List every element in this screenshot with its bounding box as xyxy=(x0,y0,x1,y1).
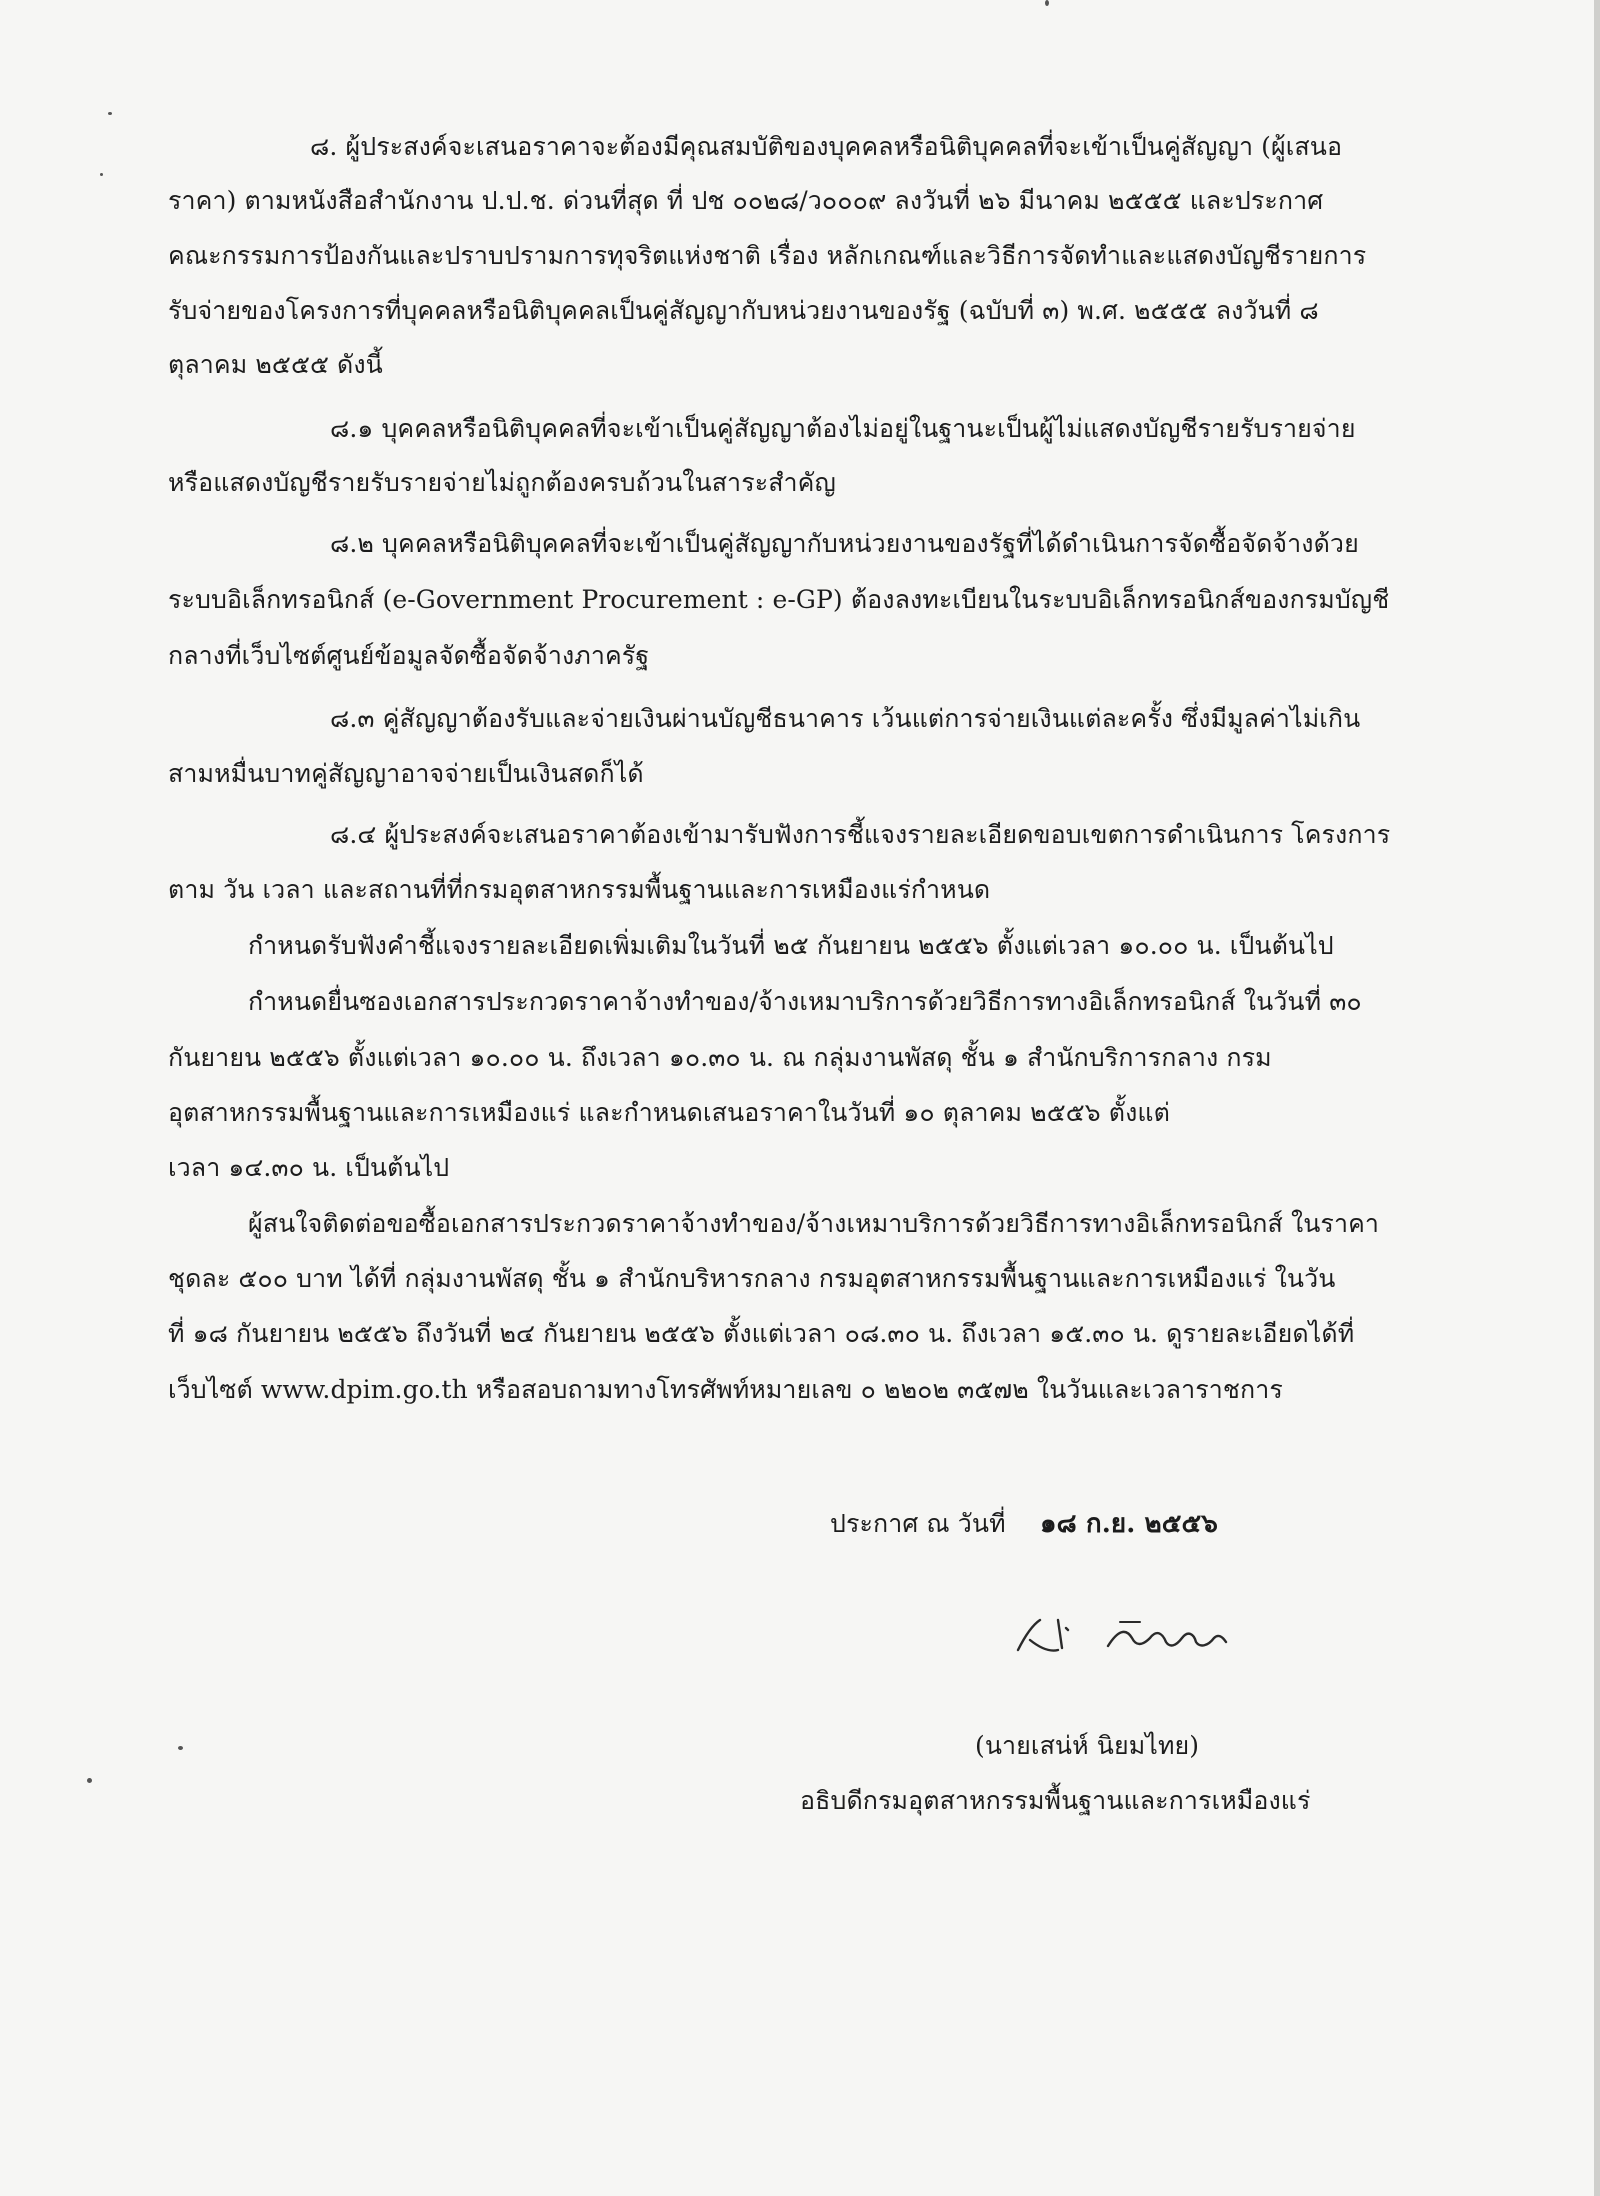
page-edge xyxy=(1594,0,1600,2196)
submission-line-1: กำหนดยื่นซองเอกสารประกวดราคาจ้างทำของ/จ้างเหมาบริการด้วยวิธีการทางอิเล็กทรอนิกส์ ในวันที่ ๓๐ xyxy=(248,987,1362,1016)
clause-8-1-line-2: หรือแสดงบัญชีรายรับรายจ่ายไม่ถูกต้องครบถ้วนในสาระสำคัญ xyxy=(168,468,836,497)
clause-8-line-1: ๘. ผู้ประสงค์จะเสนอราคาจะต้องมีคุณสมบัติของบุคคลหรือนิติบุคคลที่จะเข้าเป็นคู่สัญญา (ผู้เสนอ xyxy=(310,132,1343,161)
clause-8-4-line-2: ตาม วัน เวลา และสถานที่ที่กรมอุตสาหกรรมพื้นฐานและการเหมืองแร่กำหนด xyxy=(168,875,991,904)
scan-speck xyxy=(108,112,112,115)
purchase-line-4: เว็บไซต์ www.dpim.go.th หรือสอบถามทางโทรศัพท์หมายเลข ๐ ๒๒๐๒ ๓๕๗๒ ในวันและเวลาราชการ xyxy=(168,1375,1283,1404)
clause-8-4-line-1: ๘.๔ ผู้ประสงค์จะเสนอราคาต้องเข้ามารับฟังการชี้แจงรายละเอียดขอบเขตการดำเนินการ โครงการ xyxy=(330,820,1391,849)
signatory-position: อธิบดีกรมอุตสาหกรรมพื้นฐานและการเหมืองแร่ xyxy=(800,1786,1311,1815)
submission-line-4: เวลา ๑๔.๓๐ น. เป็นต้นไป xyxy=(168,1153,450,1182)
clause-8-2-line-3: กลางที่เว็บไซต์ศูนย์ข้อมูลจัดซื้อจัดจ้างภาครัฐ xyxy=(168,641,650,670)
clause-8-1-line-1: ๘.๑ บุคคลหรือนิติบุคคลที่จะเข้าเป็นคู่สัญญาต้องไม่อยู่ในฐานะเป็นผู้ไม่แสดงบัญชีรายรับรายจ่าย xyxy=(330,414,1356,443)
signatory-name: (นายเสน่ห์ นิยมไทย) xyxy=(975,1731,1200,1760)
scan-speck xyxy=(87,1778,92,1783)
clause-8-2-line-1: ๘.๒ บุคคลหรือนิติบุคคลที่จะเข้าเป็นคู่สัญญากับหน่วยงานของรัฐที่ได้ดำเนินการจัดซื้อจัดจ้างด้วย xyxy=(330,529,1359,558)
scan-speck xyxy=(100,173,103,176)
clause-8-line-2: ราคา) ตามหนังสือสำนักงาน ป.ป.ช. ด่วนที่สุด ที่ ปช ๐๐๒๘/ว๐๐๐๙ ลงวันที่ ๒๖ มีนาคม ๒๕๕๕ และประกาศ xyxy=(168,186,1324,215)
submission-line-3: อุตสาหกรรมพื้นฐานและการเหมืองแร่ และกำหนดเสนอราคาในวันที่ ๑๐ ตุลาคม ๒๕๕๖ ตั้งแต่ xyxy=(168,1098,1170,1127)
clause-8-3-line-2: สามหมื่นบาทคู่สัญญาอาจจ่ายเป็นเงินสดก็ได้ xyxy=(168,759,644,788)
clause-8-2-line-2: ระบบอิเล็กทรอนิกส์ (e-Government Procurement : e-GP) ต้องลงทะเบียนในระบบอิเล็กทรอนิกส์ของกรมบัญชี xyxy=(168,585,1390,614)
announcement-label: ประกาศ ณ วันที่ xyxy=(830,1509,1006,1538)
submission-line-2: กันยายน ๒๕๕๖ ตั้งแต่เวลา ๑๐.๐๐ น. ถึงเวลา ๑๐.๓๐ น. ณ กลุ่มงานพัสดุ ชั้น ๑ สำนักบริการกลาง กรม xyxy=(168,1043,1272,1072)
purchase-line-3: ที่ ๑๘ กันยายน ๒๕๕๖ ถึงวันที่ ๒๔ กันยายน ๒๕๕๖ ตั้งแต่เวลา ๐๘.๓๐ น. ถึงเวลา ๑๕.๓๐ น. ดูรายละเอียดได้ที่ xyxy=(168,1319,1355,1348)
scan-speck xyxy=(178,1746,183,1750)
clause-8-line-4: รับจ่ายของโครงการที่บุคคลหรือนิติบุคคลเป็นคู่สัญญากับหน่วยงานของรัฐ (ฉบับที่ ๓) พ.ศ. ๒๕๕๕ ลงวันที่ ๘ xyxy=(168,296,1319,325)
scan-speck xyxy=(1045,0,1049,6)
signature-image xyxy=(1000,1600,1250,1670)
clause-8-line-3: คณะกรรมการป้องกันและปราบปรามการทุจริตแห่งชาติ เรื่อง หลักเกณฑ์และวิธีการจัดทำและแสดงบัญชีรายการ xyxy=(168,241,1367,270)
clause-8-line-5: ตุลาคม ๒๕๕๕ ดังนี้ xyxy=(168,350,383,379)
purchase-line-2: ชุดละ ๕๐๐ บาท ได้ที่ กลุ่มงานพัสดุ ชั้น ๑ สำนักบริหารกลาง กรมอุตสาหกรรมพื้นฐานและการเหมืองแร่ ในวัน xyxy=(168,1264,1336,1293)
announcement-date: ๑๘ ก.ย. ๒๕๕๖ xyxy=(1040,1509,1218,1539)
clause-8-3-line-1: ๘.๓ คู่สัญญาต้องรับและจ่ายเงินผ่านบัญชีธนาคาร เว้นแต่การจ่ายเงินแต่ละครั้ง ซึ่งมีมูลค่าไม่เกิน xyxy=(330,704,1361,733)
purchase-line-1: ผู้สนใจติดต่อขอซื้อเอกสารประกวดราคาจ้างทำของ/จ้างเหมาบริการด้วยวิธีการทางอิเล็กทรอนิกส์ ในราคา xyxy=(248,1209,1380,1238)
briefing-line-1: กำหนดรับฟังคำชี้แจงรายละเอียดเพิ่มเติมในวันที่ ๒๕ กันยายน ๒๕๕๖ ตั้งแต่เวลา ๑๐.๐๐ น. เป็นต้นไป xyxy=(248,931,1334,960)
